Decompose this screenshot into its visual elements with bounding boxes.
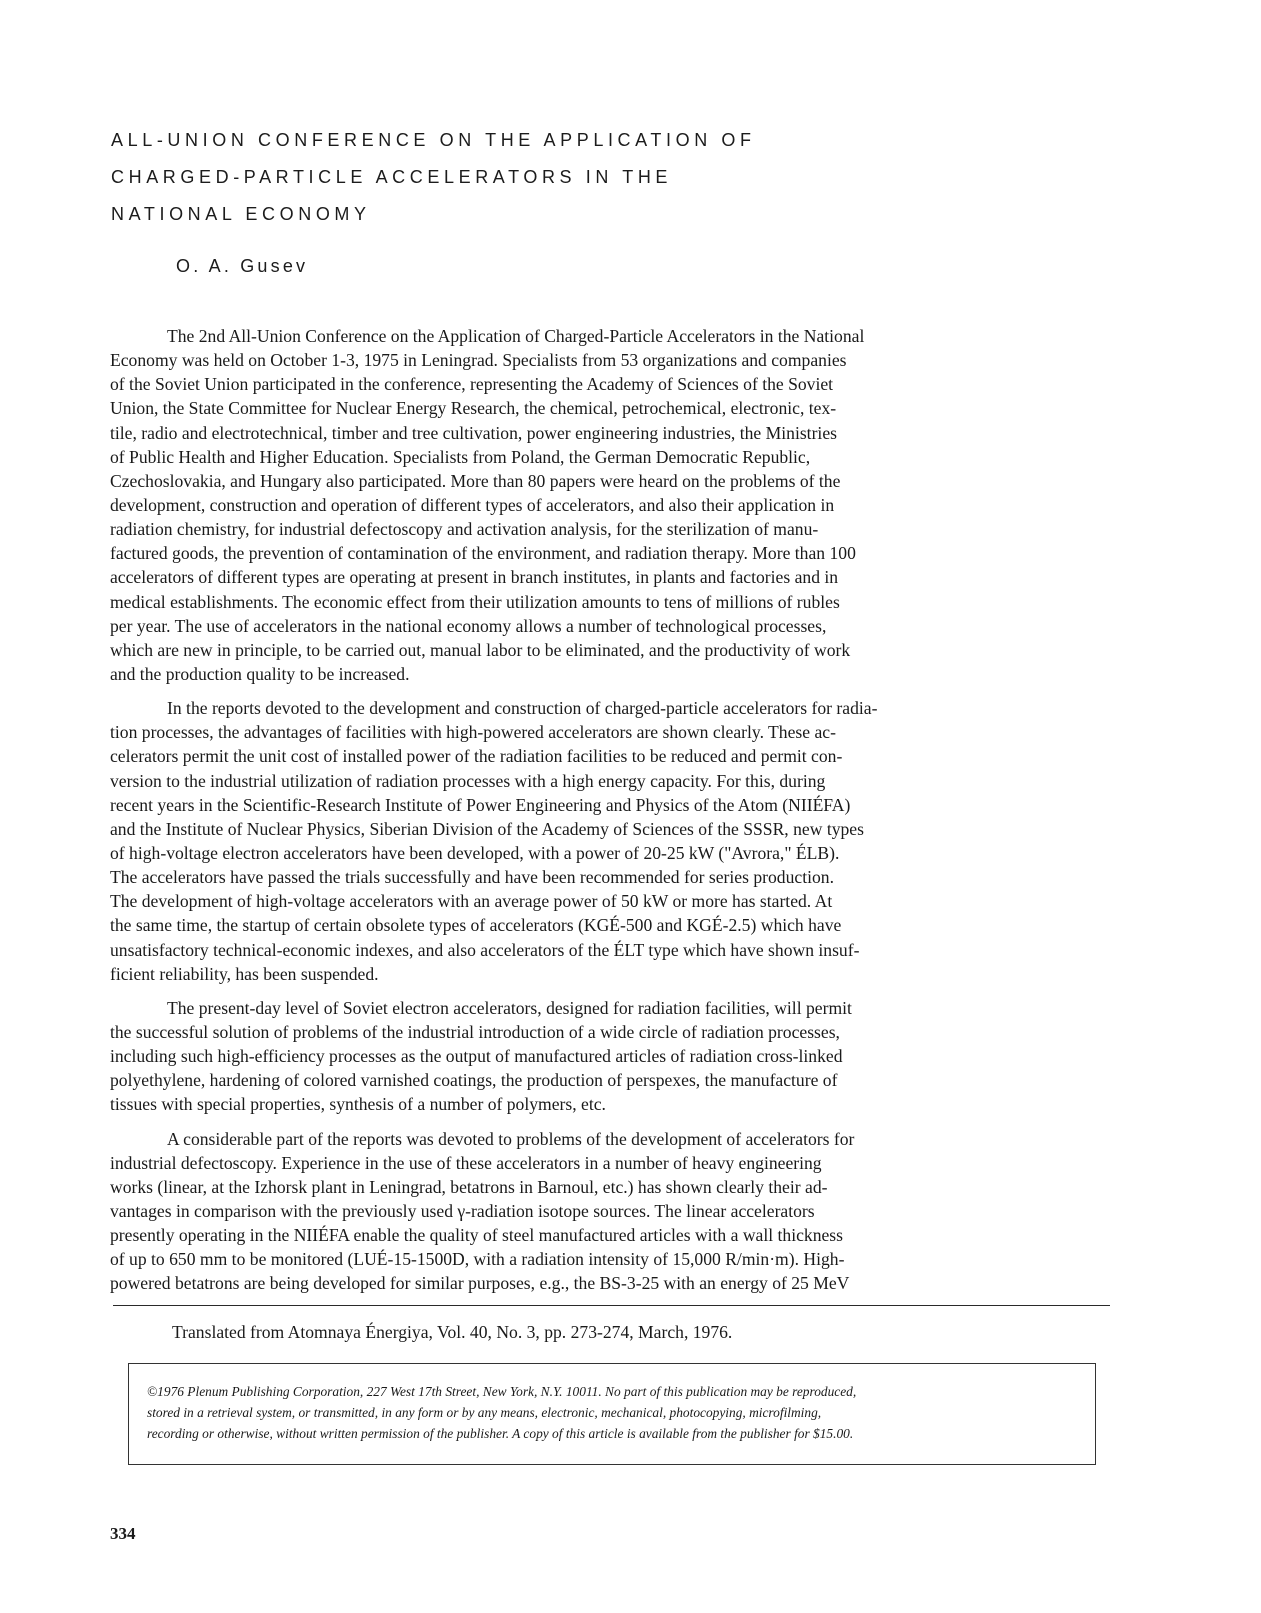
paragraph-line: the successful solution of problems of the industrial introduction of a wide circle of radiation processes, — [110, 1021, 840, 1042]
paragraph — [110, 996, 1110, 1117]
paragraph-line: of high-voltage electron accelerators have been developed, with a power of 20-25 kW ("Avrora," ÉLB). — [110, 842, 840, 863]
paragraph-line: and the Institute of Nuclear Physics, Siberian Division of the Academy of Sciences of the SSSR, new types — [110, 818, 864, 839]
paragraph-line: tissues with special properties, synthesis of a number of polymers, etc. — [110, 1094, 606, 1115]
paragraph-line: Economy was held on October 1-3, 1975 in Leningrad. Specialists from 53 organizations and companies — [110, 350, 847, 371]
author-name: O. A. Gusev — [176, 256, 309, 276]
article-title-line-3: NATIONAL ECONOMY — [111, 204, 371, 224]
paragraph-line: The 2nd All-Union Conference on the Application of Charged-Particle Accelerators in the National — [167, 326, 865, 346]
paragraph-line: Union, the State Committee for Nuclear Energy Research, the chemical, petrochemical, electronic, tex- — [110, 398, 837, 419]
paragraph-line: tile, radio and electrotechnical, timber and tree cultivation, power engineering industries, the Ministries — [110, 422, 837, 443]
paragraph-line: recent years in the Scientific-Research Institute of Power Engineering and Physics of the Atom (NIIÉFA) — [110, 794, 851, 815]
paragraph-line: of Public Health and Higher Education. Specialists from Poland, the German Democratic Republic, — [110, 446, 811, 467]
paragraph-line: In the reports devoted to the development and construction of charged-particle accelerators for radia- — [167, 698, 878, 719]
paragraph-line: including such high-efficiency processes as the output of manufactured articles of radiation cross-linked — [110, 1046, 843, 1067]
paragraph-line: polyethylene, hardening of colored varnished coatings, the production of perspexes, the manufacture of — [110, 1070, 838, 1091]
paragraph-line: version to the industrial utilization of radiation processes with a high energy capacity. For this, during — [110, 770, 826, 791]
paragraph-line: celerators permit the unit cost of installed power of the radiation facilities to be reduced and permit con- — [110, 746, 843, 767]
paragraph-line: The accelerators have passed the trials successfully and have been recommended for series production. — [110, 867, 834, 888]
paragraph-line: presently operating in the NIIÉFA enable the quality of steel manufactured articles with a wall thickness — [110, 1225, 844, 1246]
paragraph-line: tion processes, the advantages of facilities with high-powered accelerators are shown clearly. These ac- — [110, 722, 836, 743]
paragraph-line: A considerable part of the reports was devoted to problems of the development of accelerators for — [167, 1128, 855, 1149]
paragraph-line: radiation chemistry, for industrial defectoscopy and activation analysis, for the sterilization of manu- — [110, 519, 819, 540]
paragraph-line: powered betatrons are being developed for similar purposes, e.g., the BS-3-25 with an energy of 25 MeV — [110, 1273, 850, 1294]
copyright-line: stored in a retrieval system, or transmitted, in any form or by any means, electronic, mechanical, photocopying, microfilming, — [147, 1405, 822, 1420]
paragraph-line: medical establishments. The economic effect from their utilization amounts to tens of millions of rubles — [110, 591, 840, 612]
paragraph-line: industrial defectoscopy. Experience in the use of these accelerators in a number of heavy engineering — [110, 1152, 822, 1173]
paragraph — [110, 324, 1110, 686]
paragraph-line: per year. The use of accelerators in the national economy allows a number of technological processes, — [110, 615, 827, 636]
copyright-line: ©1976 Plenum Publishing Corporation, 227 West 17th Street, New York, N.Y. 10011. No part of this publication may be reproduced, — [147, 1384, 857, 1399]
paragraph-line: accelerators of different types are operating at present in branch institutes, in plants and factories and in — [110, 567, 839, 588]
paragraph — [110, 696, 1110, 986]
article-title-line-2: CHARGED-PARTICLE ACCELERATORS IN THE — [111, 167, 673, 187]
page-number: 334 — [110, 1524, 136, 1543]
paragraph — [110, 1127, 1110, 1296]
paragraph-line: and the production quality to be increased. — [110, 663, 410, 684]
paragraph-line: Czechoslovakia, and Hungary also participated. More than 80 papers were heard on the problems of the — [110, 470, 841, 491]
paragraph-line: factured goods, the prevention of contamination of the environment, and radiation therapy. More than 100 — [110, 543, 856, 564]
footnote-divider — [113, 1305, 1110, 1306]
translation-source-note: Translated from Atomnaya Énergiya, Vol. 40, No. 3, pp. 273-274, March, 1976. — [172, 1322, 733, 1342]
paragraph-line: the same time, the startup of certain obsolete types of accelerators (KGÉ-500 and KGÉ-2.5) which have — [110, 915, 842, 936]
paragraph-line: of up to 650 mm to be monitored (LUÉ-15-1500D, with a radiation intensity of 15,000 R/min·m). High- — [110, 1249, 845, 1270]
paragraph-line: ficient reliability, has been suspended. — [110, 963, 379, 984]
paragraph-line: The development of high-voltage accelerators with an average power of 50 kW or more has started. At — [110, 891, 833, 912]
copyright-notice — [147, 1381, 1087, 1444]
paragraph-line: vantages in comparison with the previously used γ-radiation isotope sources. The linear accelerators — [110, 1200, 815, 1221]
article-title-line-1: ALL-UNION CONFERENCE ON THE APPLICATION OF — [111, 130, 756, 150]
paragraph-line: works (linear, at the Izhorsk plant in Leningrad, betatrons in Barnoul, etc.) has shown clearly their ad- — [110, 1176, 828, 1197]
paragraph-line: unsatisfactory technical-economic indexes, and also accelerators of the ÉLT type which have shown insuf- — [110, 939, 860, 960]
paragraph-line: development, construction and operation of different types of accelerators, and also their application in — [110, 494, 835, 515]
copyright-box — [128, 1363, 1096, 1465]
copyright-line: recording or otherwise, without written permission of the publisher. A copy of this article is available from the publisher for $15.00. — [147, 1426, 854, 1441]
article-body — [110, 324, 1110, 1305]
paragraph-line: of the Soviet Union participated in the conference, representing the Academy of Sciences of the Soviet — [110, 374, 834, 395]
paragraph-line: The present-day level of Soviet electron accelerators, designed for radiation facilities, will permit — [167, 997, 852, 1018]
paragraph-line: which are new in principle, to be carried out, manual labor to be eliminated, and the productivity of work — [110, 639, 851, 660]
